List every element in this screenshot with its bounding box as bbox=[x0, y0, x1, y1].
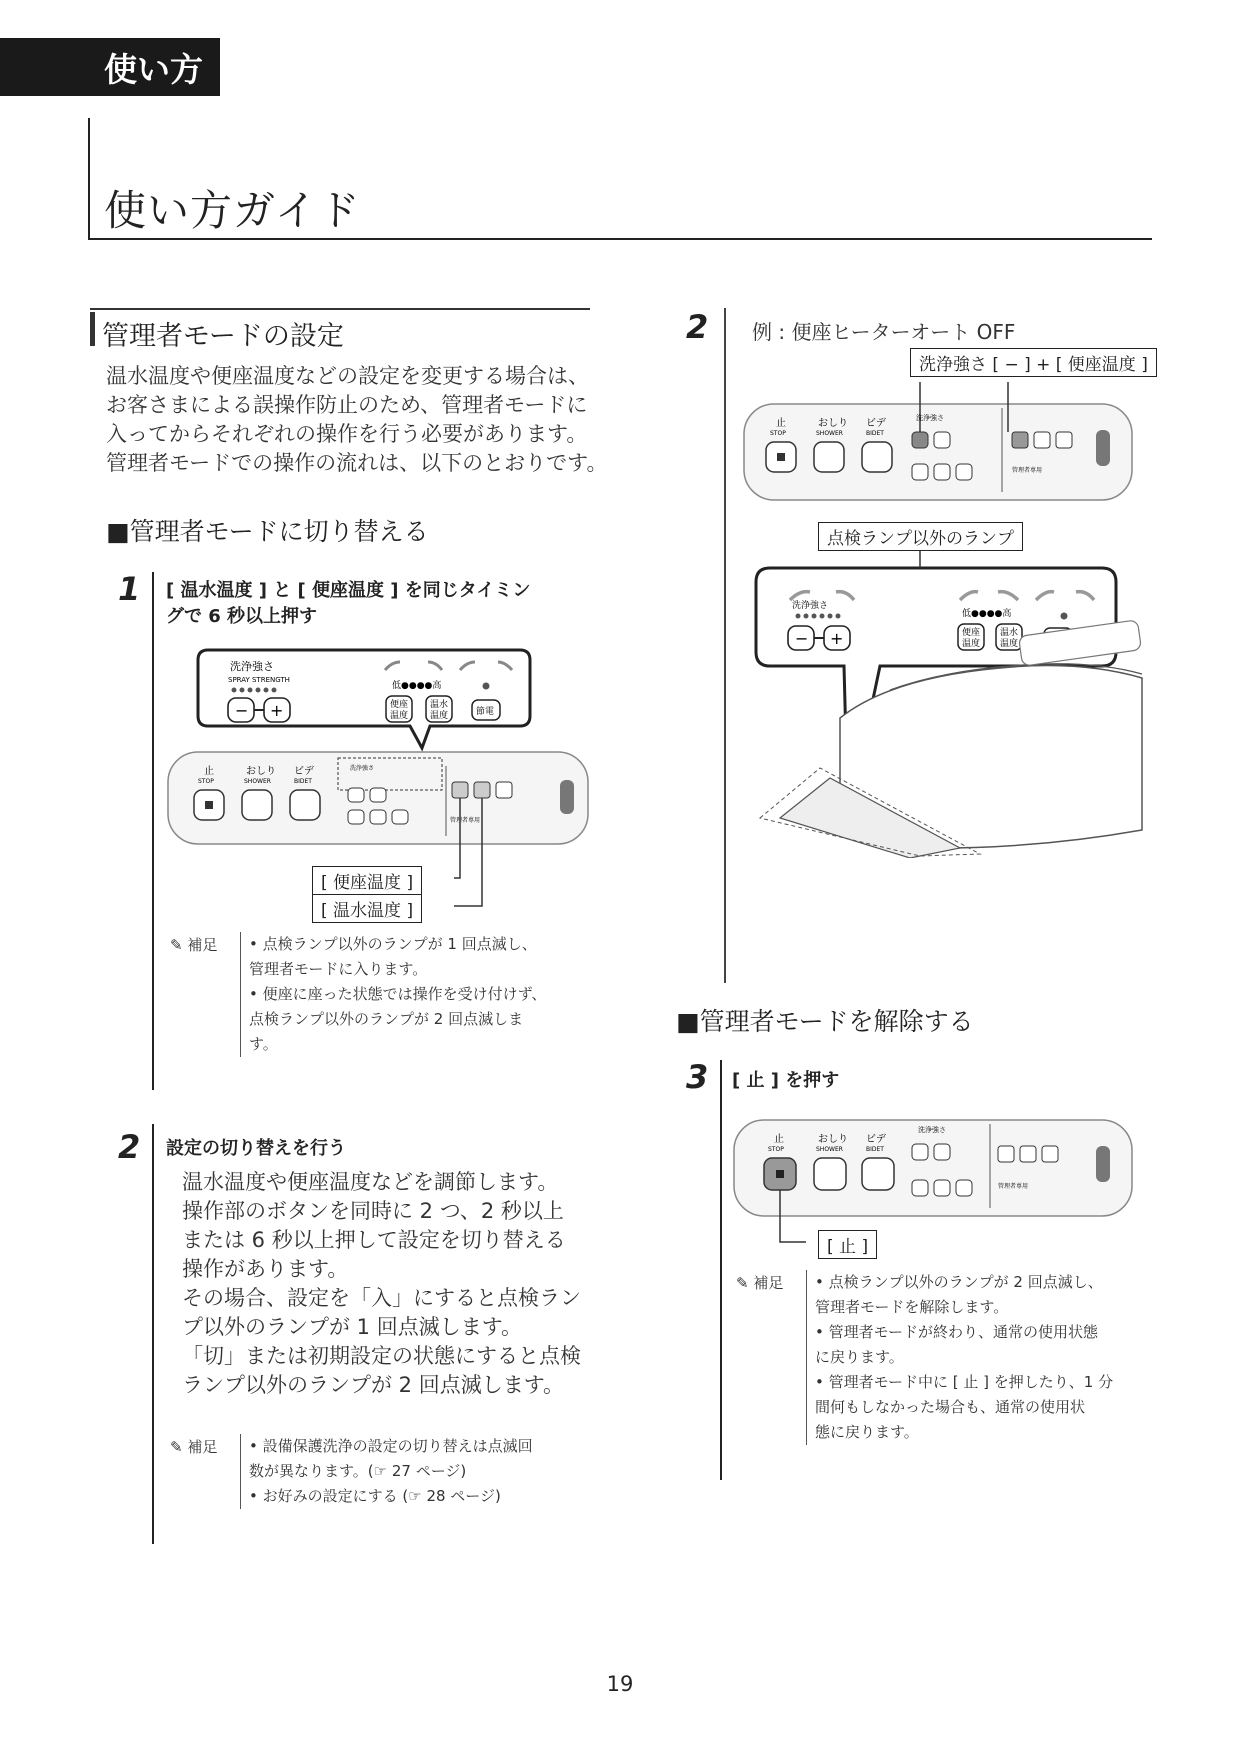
svg-text:洗浄強さ: 洗浄強さ bbox=[230, 660, 274, 673]
step-vertical-rule bbox=[152, 572, 154, 1090]
svg-text:節電: 節電 bbox=[476, 707, 495, 717]
step2-supplement bbox=[170, 1434, 533, 1509]
svg-text:低●●●●高: 低●●●●高 bbox=[392, 681, 442, 691]
supplement-body bbox=[240, 1434, 533, 1509]
intro-line: 入ってからそれぞれの操作を行う必要があります。 bbox=[106, 422, 588, 446]
step-number: 2 bbox=[686, 308, 709, 346]
svg-text:SHOWER: SHOWER bbox=[816, 430, 843, 437]
example-caption: 例 : 便座ヒーターオート OFF bbox=[752, 320, 1016, 344]
note-line: • 点検ランプ以外のランプが 2 回点滅し、 bbox=[815, 1273, 1103, 1291]
body-line: 操作部のボタンを同時に 2 つ、2 秒以上 bbox=[182, 1199, 564, 1223]
note-line: • お好みの設定にする (☞ 28 ページ) bbox=[249, 1487, 501, 1505]
section-marker-bar bbox=[90, 312, 95, 346]
svg-text:温度: 温度 bbox=[390, 711, 409, 721]
svg-text:おしり: おしり bbox=[818, 1134, 848, 1145]
body-line: または 6 秒以上押して設定を切り替える bbox=[182, 1228, 566, 1252]
svg-text:STOP: STOP bbox=[198, 778, 214, 785]
page-title: 使い方ガイド bbox=[104, 186, 361, 235]
svg-text:ビデ: ビデ bbox=[294, 766, 314, 777]
note-line: • 点検ランプ以外のランプが 1 回点滅し、 bbox=[249, 935, 537, 953]
svg-text:BIDET: BIDET bbox=[866, 430, 884, 437]
note-line: • 便座に座った状態では操作を受け付けず、 bbox=[249, 985, 547, 1003]
supplement-label bbox=[736, 1270, 806, 1445]
svg-text:BIDET: BIDET bbox=[866, 1146, 884, 1153]
right-panel-illustration bbox=[740, 378, 1150, 858]
svg-text:STOP: STOP bbox=[770, 430, 786, 437]
step1-line: [ 温水温度 ] と [ 便座温度 ] を同じタイミン bbox=[166, 580, 531, 601]
callout-seat-temp: [ 便座温度 ] bbox=[312, 866, 422, 895]
section-title: 管理者モードの設定 bbox=[102, 321, 344, 352]
title-vertical-rule bbox=[88, 118, 90, 238]
chapter-tab-label: 使い方 bbox=[104, 49, 203, 89]
svg-text:温度: 温度 bbox=[430, 711, 449, 721]
svg-text:BIDET: BIDET bbox=[294, 778, 312, 785]
step-number: 3 bbox=[686, 1058, 709, 1096]
svg-text:止: 止 bbox=[204, 766, 214, 777]
svg-text:−: − bbox=[235, 701, 249, 720]
note-line: • 設備保護洗浄の設定の切り替えは点滅回 bbox=[249, 1437, 533, 1455]
label-button-combo: 洗浄強さ [ − ] + [ 便座温度 ] bbox=[910, 348, 1157, 377]
supplement-label bbox=[170, 1434, 240, 1509]
supplement-label-text: 補足 bbox=[187, 936, 218, 954]
step-number: 1 bbox=[118, 570, 141, 608]
svg-text:洗浄強さ: 洗浄強さ bbox=[916, 414, 944, 422]
intro-line: 温水温度や便座温度などの設定を変更する場合は、 bbox=[106, 364, 589, 388]
supplement-label bbox=[170, 932, 240, 1057]
note-line: 管理者モードに入ります。 bbox=[249, 960, 428, 978]
svg-text:温水: 温水 bbox=[430, 700, 449, 710]
svg-text:温水: 温水 bbox=[1000, 628, 1019, 638]
svg-text:洗浄強さ: 洗浄強さ bbox=[918, 1126, 946, 1134]
note-line: 点検ランプ以外のランプが 2 回点滅しま bbox=[249, 1010, 524, 1028]
step2-body bbox=[182, 1168, 581, 1400]
step1-line: グで 6 秒以上押す bbox=[166, 606, 318, 627]
svg-text:SHOWER: SHOWER bbox=[816, 1146, 843, 1153]
body-line: 操作があります。 bbox=[182, 1257, 349, 1281]
supplement-label-text: 補足 bbox=[753, 1274, 784, 1292]
body-line: プ以外のランプが 1 回点滅します。 bbox=[182, 1315, 523, 1339]
svg-text:STOP: STOP bbox=[768, 1146, 784, 1153]
step-vertical-rule bbox=[720, 1060, 722, 1480]
callout-stop: [ 止 ] bbox=[818, 1230, 877, 1259]
section-top-rule bbox=[90, 308, 590, 310]
supplement-body bbox=[806, 1270, 1113, 1445]
svg-text:ビデ: ビデ bbox=[866, 418, 886, 429]
pencil-icon: ✎ bbox=[170, 1438, 183, 1456]
body-line: 温水温度や便座温度などを調節します。 bbox=[182, 1170, 559, 1194]
svg-text:SPRAY STRENGTH: SPRAY STRENGTH bbox=[228, 676, 290, 684]
note-line: す。 bbox=[249, 1035, 278, 1053]
step2-heading: 設定の切り替えを行う bbox=[166, 1138, 346, 1159]
page-number: 19 bbox=[606, 1672, 634, 1696]
note-line: 管理者モードを解除します。 bbox=[815, 1298, 1009, 1316]
svg-text:止: 止 bbox=[774, 1134, 784, 1145]
step3-supplement bbox=[736, 1270, 1113, 1445]
note-line: に戻ります。 bbox=[815, 1348, 904, 1366]
svg-text:便座: 便座 bbox=[390, 700, 409, 710]
svg-text:+: + bbox=[830, 629, 844, 648]
callout-water-temp: [ 温水温度 ] bbox=[312, 894, 422, 923]
svg-text:便座: 便座 bbox=[962, 628, 981, 638]
svg-text:SHOWER: SHOWER bbox=[244, 778, 271, 785]
svg-text:温度: 温度 bbox=[1000, 639, 1019, 649]
svg-text:ビデ: ビデ bbox=[866, 1134, 886, 1145]
intro-paragraph bbox=[106, 362, 607, 478]
svg-text:止: 止 bbox=[776, 418, 786, 429]
step1-instruction bbox=[166, 578, 530, 630]
note-line: 態に戻ります。 bbox=[815, 1423, 919, 1441]
svg-text:−: − bbox=[795, 629, 809, 648]
supplement-label-text: 補足 bbox=[187, 1438, 218, 1456]
intro-line: 管理者モードでの操作の流れは、以下のとおりです。 bbox=[106, 451, 608, 475]
label-lamps: 点検ランプ以外のランプ bbox=[818, 522, 1023, 551]
body-line: 「切」または初期設定の状態にすると点検 bbox=[182, 1344, 581, 1368]
enter-mode-heading: ■管理者モードに切り替える bbox=[106, 517, 429, 546]
svg-text:洗浄強さ: 洗浄強さ bbox=[792, 601, 829, 611]
note-line: 間何もしなかった場合も、通常の使用状 bbox=[815, 1398, 1086, 1416]
svg-text:温度: 温度 bbox=[962, 639, 981, 649]
svg-text:低●●●●高: 低●●●●高 bbox=[962, 609, 1012, 619]
step3-panel-illustration bbox=[730, 1110, 1140, 1260]
pencil-icon: ✎ bbox=[736, 1274, 749, 1292]
svg-text:管理者専用: 管理者専用 bbox=[1012, 467, 1043, 474]
svg-text:管理者専用: 管理者専用 bbox=[450, 817, 481, 824]
note-line: • 管理者モードが終わり、通常の使用状態 bbox=[815, 1323, 1099, 1341]
step3-heading: [ 止 ] を押す bbox=[732, 1070, 840, 1091]
chapter-tab bbox=[0, 38, 220, 96]
svg-text:管理者専用: 管理者専用 bbox=[998, 1183, 1029, 1190]
step-number: 2 bbox=[118, 1128, 141, 1166]
note-line: • 管理者モード中に [ 止 ] を押したり、1 分 bbox=[815, 1373, 1114, 1391]
exit-mode-heading: ■管理者モードを解除する bbox=[676, 1007, 974, 1036]
step-vertical-rule bbox=[152, 1124, 154, 1544]
right-step-vertical-rule bbox=[724, 308, 726, 983]
svg-text:おしり: おしり bbox=[246, 766, 276, 777]
svg-text:洗浄強さ: 洗浄強さ bbox=[350, 765, 375, 772]
svg-text:おしり: おしり bbox=[818, 418, 848, 429]
step1-supplement bbox=[170, 932, 546, 1057]
pencil-icon: ✎ bbox=[170, 936, 183, 954]
intro-line: お客さまによる誤操作防止のため、管理者モードに bbox=[106, 393, 588, 417]
note-line: 数が異なります。(☞ 27 ページ) bbox=[249, 1462, 467, 1480]
body-line: ランプ以外のランプが 2 回点滅します。 bbox=[182, 1373, 565, 1397]
body-line: その場合、設定を「入」にすると点検ラン bbox=[182, 1286, 581, 1310]
title-horizontal-rule bbox=[88, 238, 1152, 240]
svg-text:+: + bbox=[270, 701, 284, 720]
supplement-body bbox=[240, 932, 546, 1057]
